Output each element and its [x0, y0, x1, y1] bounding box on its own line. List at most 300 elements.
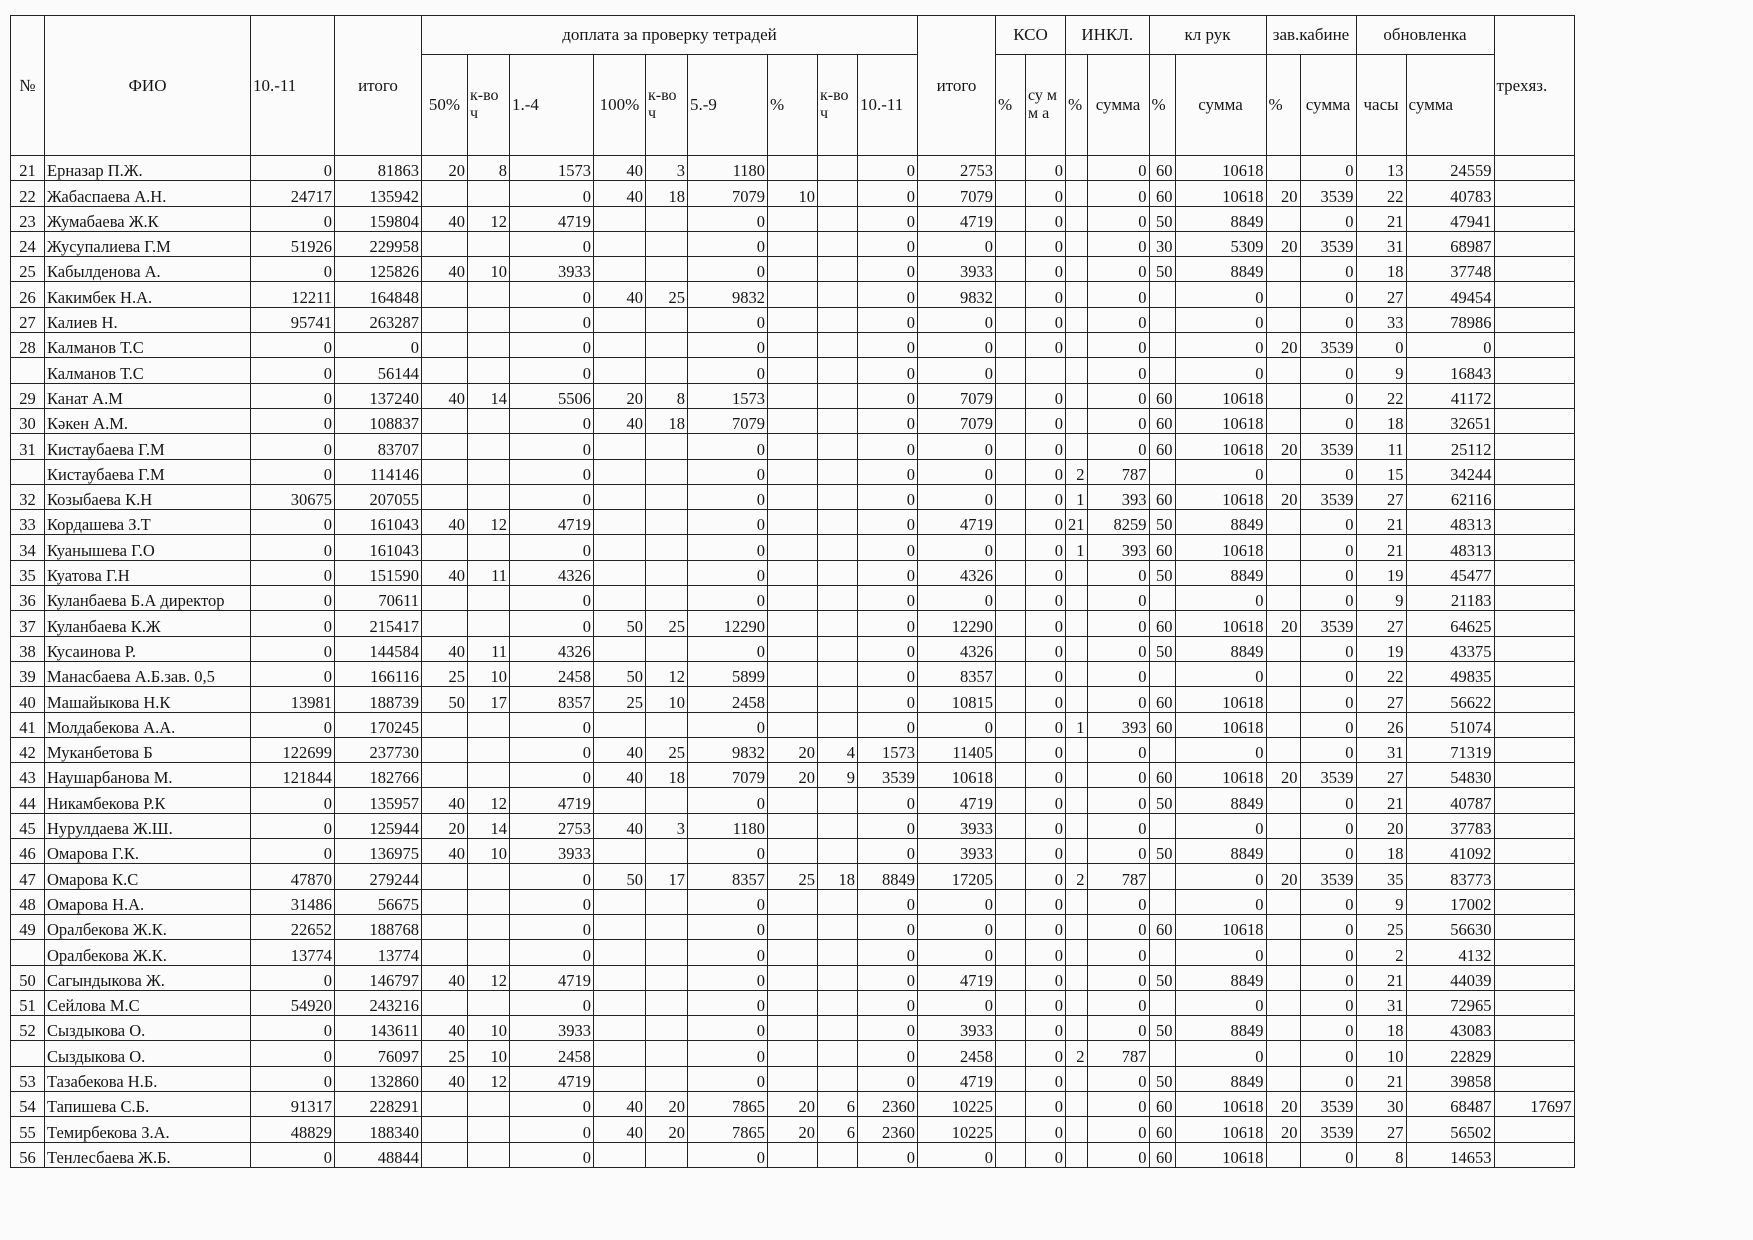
table-cell: 4719: [510, 788, 594, 813]
table-cell: [594, 965, 646, 990]
row-number: 41: [11, 712, 45, 737]
row-fio: Калиев Н.: [45, 307, 251, 332]
table-cell: [996, 965, 1026, 990]
table-cell: 0: [1175, 737, 1266, 762]
table-cell: 2458: [510, 661, 594, 686]
table-cell: 4719: [510, 510, 594, 535]
table-cell: [594, 434, 646, 459]
table-row: [11, 535, 1575, 560]
row-fio: Жусупалиева Г.М: [45, 231, 251, 256]
table-cell: 0: [858, 181, 918, 206]
table-cell: 40: [422, 383, 468, 408]
table-cell: [646, 889, 688, 914]
table-cell: [1266, 1016, 1300, 1041]
table-cell: 68487: [1406, 1091, 1494, 1116]
table-cell: [1066, 813, 1088, 838]
table-cell: 0: [918, 459, 996, 484]
table-cell: [818, 1066, 858, 1091]
row-fio: Кистаубаева Г.М: [45, 434, 251, 459]
table-cell: 0: [251, 408, 335, 433]
table-cell: 787: [1087, 1041, 1149, 1066]
table-cell: 9: [818, 763, 858, 788]
table-cell: 0: [1026, 813, 1066, 838]
table-cell: [1494, 914, 1574, 939]
table-cell: [818, 1041, 858, 1066]
table-cell: 0: [688, 914, 768, 939]
table-cell: 50: [1149, 257, 1175, 282]
table-cell: [594, 990, 646, 1015]
row-fio: Молдабекова А.А.: [45, 712, 251, 737]
table-cell: 0: [688, 965, 768, 990]
table-cell: [1066, 383, 1088, 408]
row-number: 32: [11, 484, 45, 509]
table-cell: 0: [858, 990, 918, 1015]
table-cell: [1494, 383, 1574, 408]
table-cell: 31486: [251, 889, 335, 914]
table-cell: [646, 914, 688, 939]
table-cell: [996, 510, 1026, 535]
table-cell: 21: [1356, 965, 1406, 990]
table-cell: 0: [1300, 257, 1356, 282]
table-cell: 0: [251, 1041, 335, 1066]
table-cell: 14653: [1406, 1142, 1494, 1167]
table-cell: 0: [1026, 1117, 1066, 1142]
table-cell: 16843: [1406, 358, 1494, 383]
table-cell: [1494, 231, 1574, 256]
row-fio: Тазабекова Н.Б.: [45, 1066, 251, 1091]
table-cell: 0: [251, 712, 335, 737]
row-number: 33: [11, 510, 45, 535]
table-cell: 8: [468, 156, 510, 181]
table-cell: 0: [858, 712, 918, 737]
table-cell: 10618: [1175, 687, 1266, 712]
table-cell: 0: [251, 586, 335, 611]
table-cell: 0: [688, 459, 768, 484]
table-cell: 122699: [251, 737, 335, 762]
table-cell: [1149, 737, 1175, 762]
table-cell: [1494, 864, 1574, 889]
table-cell: 50: [1149, 788, 1175, 813]
table-cell: 21: [1356, 206, 1406, 231]
table-cell: 0: [1300, 914, 1356, 939]
table-cell: [818, 586, 858, 611]
table-cell: 164848: [335, 282, 422, 307]
table-cell: 12: [468, 1066, 510, 1091]
table-cell: [468, 408, 510, 433]
table-cell: 9832: [688, 737, 768, 762]
group-obnov: обновленка: [1356, 16, 1494, 55]
table-cell: [646, 307, 688, 332]
table-cell: 50: [1149, 1066, 1175, 1091]
table-cell: 0: [510, 181, 594, 206]
table-cell: 0: [858, 636, 918, 661]
table-cell: 0: [1087, 358, 1149, 383]
table-cell: 0: [858, 586, 918, 611]
table-cell: 0: [1087, 408, 1149, 433]
table-cell: 0: [1300, 358, 1356, 383]
table-cell: [1266, 914, 1300, 939]
table-cell: 9832: [688, 282, 768, 307]
table-cell: [1494, 611, 1574, 636]
group-kso: КСО: [996, 16, 1066, 55]
table-cell: 0: [1026, 156, 1066, 181]
row-fio: Оралбекова Ж.К.: [45, 940, 251, 965]
table-cell: 166116: [335, 661, 422, 686]
row-fio: Нурулдаева Ж.Ш.: [45, 813, 251, 838]
table-cell: [422, 231, 468, 256]
table-cell: 10618: [1175, 763, 1266, 788]
table-cell: [1494, 763, 1574, 788]
table-cell: [646, 1066, 688, 1091]
table-cell: 33: [1356, 307, 1406, 332]
table-cell: [818, 307, 858, 332]
table-cell: 8849: [1175, 1066, 1266, 1091]
table-cell: [1066, 156, 1088, 181]
table-cell: 60: [1149, 156, 1175, 181]
table-cell: [1266, 1066, 1300, 1091]
table-cell: 40783: [1406, 181, 1494, 206]
table-cell: [768, 1142, 818, 1167]
table-cell: 27: [1356, 687, 1406, 712]
col-kvo-2: к-во ч: [646, 55, 688, 156]
table-cell: 188739: [335, 687, 422, 712]
table-cell: [468, 231, 510, 256]
row-fio: Какимбек Н.А.: [45, 282, 251, 307]
table-cell: 143611: [335, 1016, 422, 1041]
table-cell: [1066, 1016, 1088, 1041]
table-cell: 40787: [1406, 788, 1494, 813]
table-cell: 50: [1149, 636, 1175, 661]
row-number: 55: [11, 1117, 45, 1142]
table-cell: [1266, 788, 1300, 813]
table-cell: 3539: [1300, 1091, 1356, 1116]
table-cell: [646, 484, 688, 509]
table-cell: 0: [1300, 661, 1356, 686]
table-cell: [422, 586, 468, 611]
table-cell: 0: [858, 889, 918, 914]
row-fio: Канат А.М: [45, 383, 251, 408]
table-cell: 18: [646, 181, 688, 206]
table-cell: 25: [646, 282, 688, 307]
table-cell: [1066, 661, 1088, 686]
table-cell: 0: [918, 307, 996, 332]
table-cell: [996, 763, 1026, 788]
table-row: [11, 586, 1575, 611]
table-cell: [768, 257, 818, 282]
table-cell: 0: [1087, 307, 1149, 332]
table-cell: [1266, 282, 1300, 307]
table-cell: 0: [688, 1016, 768, 1041]
table-cell: 108837: [335, 408, 422, 433]
table-cell: 78986: [1406, 307, 1494, 332]
table-cell: [1266, 307, 1300, 332]
table-cell: [646, 788, 688, 813]
table-cell: [1066, 763, 1088, 788]
table-row: [11, 661, 1575, 686]
table-cell: 393: [1087, 712, 1149, 737]
table-cell: 20: [1266, 484, 1300, 509]
table-cell: 0: [510, 1142, 594, 1167]
table-cell: 8: [1356, 1142, 1406, 1167]
table-cell: [1066, 687, 1088, 712]
table-cell: [1149, 282, 1175, 307]
table-cell: 14: [468, 383, 510, 408]
table-cell: [468, 712, 510, 737]
table-cell: 10618: [1175, 1117, 1266, 1142]
table-cell: 0: [688, 1142, 768, 1167]
table-cell: 40: [594, 1117, 646, 1142]
table-cell: 40: [422, 1016, 468, 1041]
row-number: 48: [11, 889, 45, 914]
table-cell: [1149, 889, 1175, 914]
row-fio: Омарова Г.К.: [45, 839, 251, 864]
table-cell: [1494, 358, 1574, 383]
table-cell: 263287: [335, 307, 422, 332]
row-fio: Машайыкова Н.К: [45, 687, 251, 712]
table-cell: 0: [1026, 408, 1066, 433]
table-cell: 0: [1300, 535, 1356, 560]
table-cell: 0: [251, 813, 335, 838]
table-cell: 2: [1066, 1041, 1088, 1066]
row-number: 35: [11, 560, 45, 585]
table-cell: 1180: [688, 813, 768, 838]
row-number: 30: [11, 408, 45, 433]
table-cell: 48313: [1406, 535, 1494, 560]
table-cell: [1494, 156, 1574, 181]
table-cell: [594, 1041, 646, 1066]
table-cell: 8357: [510, 687, 594, 712]
table-cell: 30: [1149, 231, 1175, 256]
table-cell: 41172: [1406, 383, 1494, 408]
table-cell: [1266, 636, 1300, 661]
table-cell: 20: [1266, 611, 1300, 636]
table-cell: [1266, 712, 1300, 737]
table-cell: [1066, 965, 1088, 990]
table-cell: [422, 307, 468, 332]
table-cell: 70611: [335, 586, 422, 611]
table-cell: 279244: [335, 864, 422, 889]
row-fio: Куанышева Г.О: [45, 535, 251, 560]
table-cell: 91317: [251, 1091, 335, 1116]
table-cell: 0: [1026, 636, 1066, 661]
table-cell: 0: [1026, 1142, 1066, 1167]
table-cell: [422, 914, 468, 939]
table-cell: [996, 231, 1026, 256]
table-cell: 0: [510, 611, 594, 636]
table-cell: 0: [251, 257, 335, 282]
table-cell: [422, 358, 468, 383]
table-cell: [1149, 586, 1175, 611]
table-cell: 0: [251, 1142, 335, 1167]
table-row: [11, 383, 1575, 408]
table-cell: 1573: [510, 156, 594, 181]
table-cell: 31: [1356, 990, 1406, 1015]
table-cell: [818, 206, 858, 231]
table-cell: [768, 611, 818, 636]
table-cell: 60: [1149, 1142, 1175, 1167]
table-cell: 12: [468, 788, 510, 813]
table-body: [11, 156, 1575, 1168]
table-cell: [1149, 459, 1175, 484]
table-cell: 27: [1356, 763, 1406, 788]
table-cell: 31: [1356, 737, 1406, 762]
table-cell: 20: [768, 1091, 818, 1116]
table-cell: [646, 535, 688, 560]
table-cell: 3539: [1300, 1117, 1356, 1142]
table-cell: 0: [858, 914, 918, 939]
table-cell: 0: [1300, 560, 1356, 585]
table-cell: [422, 1091, 468, 1116]
table-cell: [1494, 1117, 1574, 1142]
table-cell: 60: [1149, 434, 1175, 459]
table-cell: 20: [1266, 864, 1300, 889]
table-cell: 0: [1026, 181, 1066, 206]
table-cell: 60: [1149, 484, 1175, 509]
table-cell: [768, 535, 818, 560]
row-number: 45: [11, 813, 45, 838]
table-cell: [996, 206, 1026, 231]
table-cell: [1066, 737, 1088, 762]
table-cell: [1266, 257, 1300, 282]
table-cell: 48829: [251, 1117, 335, 1142]
table-cell: 20: [768, 737, 818, 762]
table-cell: [468, 333, 510, 358]
table-cell: 0: [1175, 864, 1266, 889]
row-number: 28: [11, 333, 45, 358]
table-cell: [1494, 940, 1574, 965]
table-cell: 0: [918, 889, 996, 914]
table-cell: [768, 712, 818, 737]
table-cell: 4719: [918, 965, 996, 990]
table-cell: [818, 358, 858, 383]
table-cell: [818, 712, 858, 737]
table-cell: 0: [1406, 333, 1494, 358]
table-cell: 12: [468, 965, 510, 990]
table-cell: [1266, 940, 1300, 965]
table-cell: 132860: [335, 1066, 422, 1091]
table-row: [11, 940, 1575, 965]
table-cell: 237730: [335, 737, 422, 762]
table-cell: 20: [1266, 1091, 1300, 1116]
table-cell: 27: [1356, 1117, 1406, 1142]
table-cell: [1266, 990, 1300, 1015]
table-cell: 95741: [251, 307, 335, 332]
table-cell: 25112: [1406, 434, 1494, 459]
table-cell: 20: [646, 1091, 688, 1116]
table-cell: 10618: [1175, 914, 1266, 939]
table-cell: 0: [1087, 661, 1149, 686]
table-cell: 22: [1356, 383, 1406, 408]
table-cell: 182766: [335, 763, 422, 788]
table-cell: 62116: [1406, 484, 1494, 509]
table-cell: [818, 408, 858, 433]
table-cell: [1494, 813, 1574, 838]
table-cell: 18: [646, 763, 688, 788]
table-cell: [818, 889, 858, 914]
table-cell: 0: [1026, 1041, 1066, 1066]
table-cell: 39858: [1406, 1066, 1494, 1091]
table-cell: [1266, 839, 1300, 864]
table-cell: 4719: [510, 1066, 594, 1091]
table-cell: 0: [688, 206, 768, 231]
table-cell: 0: [688, 358, 768, 383]
table-cell: 12290: [688, 611, 768, 636]
table-cell: 54920: [251, 990, 335, 1015]
table-cell: 10815: [918, 687, 996, 712]
row-fio: Куланбаева Б.А директор: [45, 586, 251, 611]
table-cell: [646, 586, 688, 611]
table-cell: 41092: [1406, 839, 1494, 864]
table-cell: 0: [1087, 434, 1149, 459]
table-cell: 20: [1266, 231, 1300, 256]
table-cell: [468, 864, 510, 889]
table-cell: 0: [858, 1066, 918, 1091]
table-cell: 0: [510, 535, 594, 560]
table-cell: [768, 839, 818, 864]
table-cell: [768, 914, 818, 939]
table-cell: [594, 560, 646, 585]
table-row: [11, 737, 1575, 762]
table-cell: 17697: [1494, 1091, 1574, 1116]
table-cell: 0: [918, 535, 996, 560]
table-cell: [1066, 282, 1088, 307]
table-cell: 0: [858, 510, 918, 535]
table-cell: [646, 940, 688, 965]
table-cell: [422, 990, 468, 1015]
table-cell: 0: [1087, 560, 1149, 585]
table-cell: 0: [510, 586, 594, 611]
table-cell: 10: [468, 1041, 510, 1066]
table-cell: [768, 358, 818, 383]
table-cell: 0: [1087, 636, 1149, 661]
table-cell: 11: [468, 560, 510, 585]
table-cell: 0: [1026, 257, 1066, 282]
table-cell: 20: [1356, 813, 1406, 838]
table-cell: 60: [1149, 611, 1175, 636]
table-cell: 0: [688, 307, 768, 332]
table-cell: [768, 661, 818, 686]
table-cell: [1494, 459, 1574, 484]
table-cell: 0: [1026, 990, 1066, 1015]
table-cell: 125826: [335, 257, 422, 282]
table-cell: [996, 788, 1026, 813]
table-cell: 2458: [918, 1041, 996, 1066]
table-cell: [1494, 788, 1574, 813]
table-cell: [468, 181, 510, 206]
row-fio: Омарова Н.А.: [45, 889, 251, 914]
table-cell: [422, 484, 468, 509]
table-cell: 31: [1356, 231, 1406, 256]
table-cell: [646, 257, 688, 282]
table-cell: [996, 535, 1026, 560]
table-cell: 9: [1356, 586, 1406, 611]
table-cell: 30675: [251, 484, 335, 509]
table-cell: 8357: [918, 661, 996, 686]
row-number: 22: [11, 181, 45, 206]
table-cell: 37783: [1406, 813, 1494, 838]
row-fio: Муканбетова Б: [45, 737, 251, 762]
table-cell: 7865: [688, 1091, 768, 1116]
table-cell: 64625: [1406, 611, 1494, 636]
table-cell: 7079: [918, 181, 996, 206]
table-cell: [594, 257, 646, 282]
table-cell: 0: [251, 459, 335, 484]
col-50pct: 50%: [422, 55, 468, 156]
table-row: [11, 333, 1575, 358]
table-cell: 0: [1300, 712, 1356, 737]
table-cell: 114146: [335, 459, 422, 484]
table-cell: 1573: [688, 383, 768, 408]
